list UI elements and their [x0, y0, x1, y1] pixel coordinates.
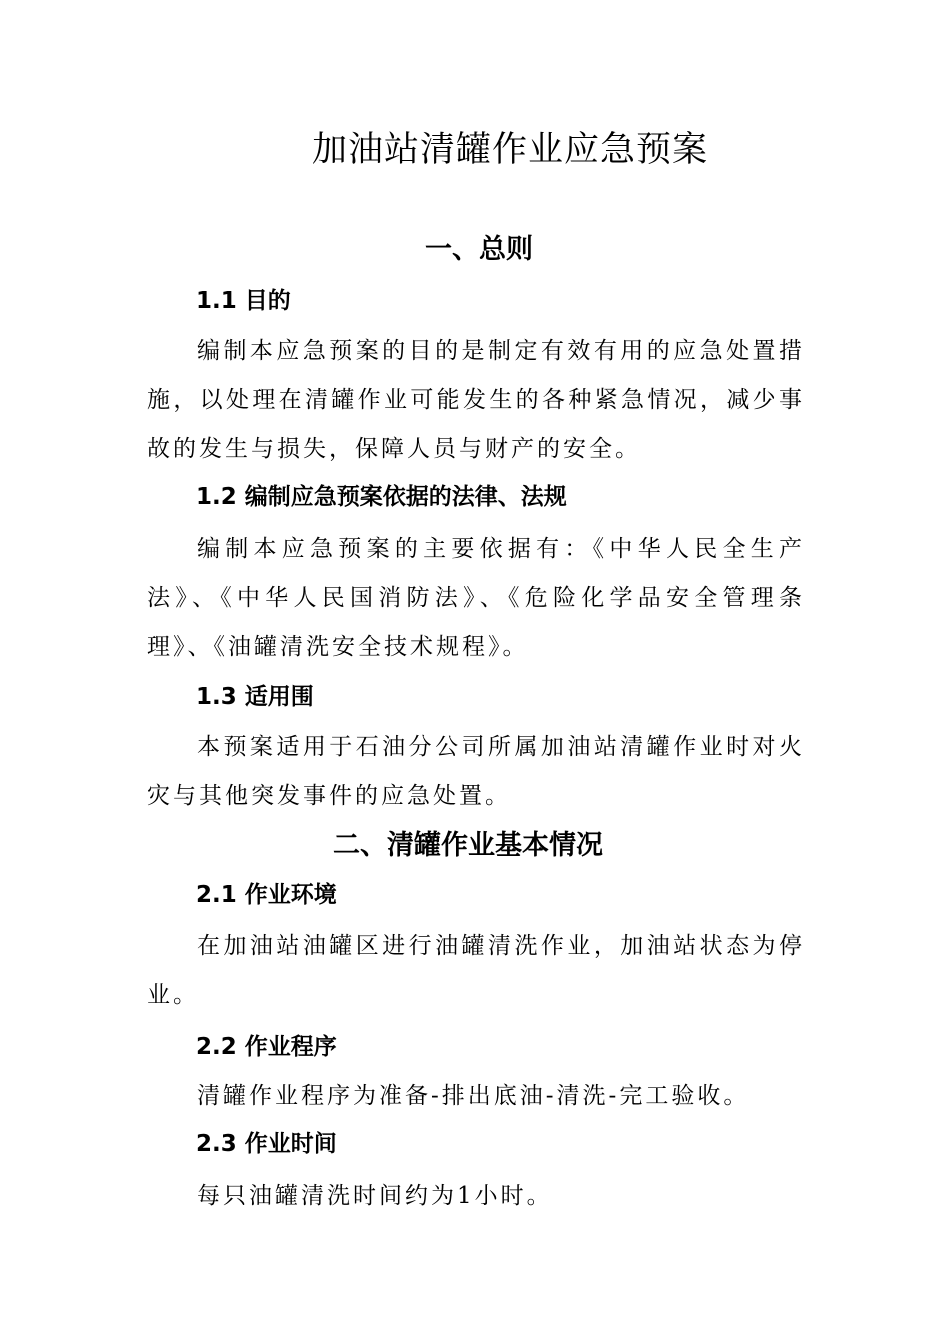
subsection-heading-1-1: 1.1 目的	[196, 288, 291, 314]
paragraph-1-3: 本预案适用于石油分公司所属加油站清罐作业时对火灾与其他突发事件的应急处置。	[147, 734, 805, 809]
paragraph-2-3: 每只油罐清洗时间约为1小时。	[197, 1183, 553, 1209]
paragraph-2-2: 清罐作业程序为准备-排出底油-清洗-完工验收。	[197, 1083, 750, 1109]
section-heading-tank-cleaning: 二、清罐作业基本情况	[333, 830, 603, 861]
subsection-heading-1-2: 1.2 编制应急预案依据的法律、法规	[196, 484, 567, 510]
section-heading-general: 一、总则	[425, 234, 533, 265]
paragraph-1-2: 编制本应急预案的主要依据有：《中华人民全生产法》、《中华人民国消防法》、《危险化学品安全管理条理》、《油罐清洗安全技术规程》。	[147, 536, 805, 660]
subsection-heading-2-3: 2.3 作业时间	[196, 1131, 337, 1157]
paragraph-1-1: 编制本应急预案的目的是制定有效有用的应急处置措施，以处理在清罐作业可能发生的各种紧急情况，减少事故的发生与损失，保障人员与财产的安全。	[147, 338, 805, 462]
document-title: 加油站清罐作业应急预案	[311, 130, 708, 170]
paragraph-2-1: 在加油站油罐区进行油罐清洗作业，加油站状态为停业。	[147, 933, 805, 1008]
subsection-heading-2-1: 2.1 作业环境	[196, 882, 337, 908]
subsection-heading-2-2: 2.2 作业程序	[196, 1034, 337, 1060]
subsection-heading-1-3: 1.3 适用围	[196, 684, 314, 710]
